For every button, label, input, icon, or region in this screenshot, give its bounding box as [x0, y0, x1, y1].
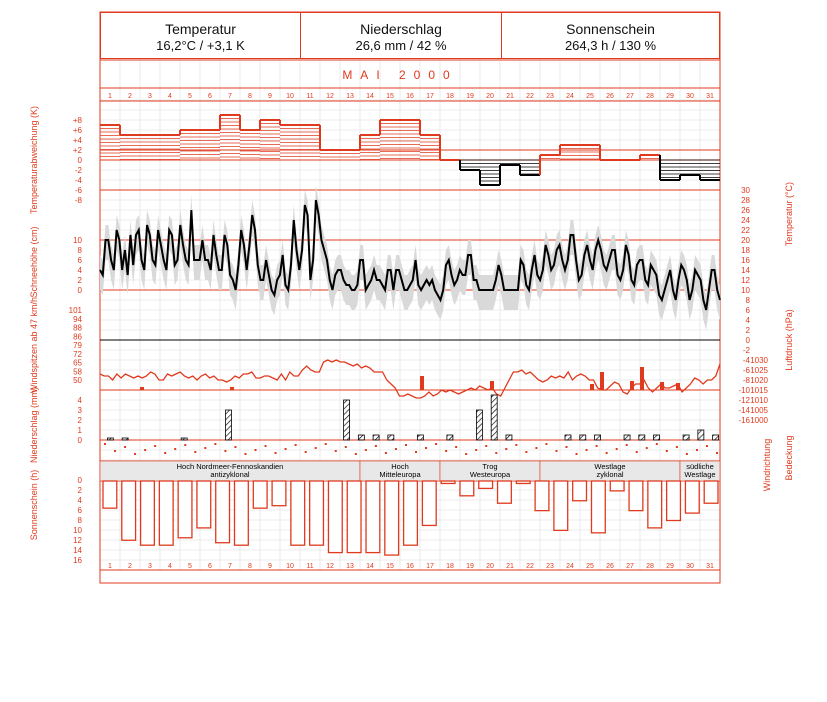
tick-label: -6 [742, 366, 750, 375]
day-label: 19 [466, 563, 474, 570]
wind-gust-bar [676, 383, 680, 390]
tick-label: 2 [77, 276, 82, 285]
weather-type-label: antizyklonal [210, 470, 250, 479]
wind-direction-dot [325, 443, 327, 445]
precipitation-bar [344, 400, 350, 440]
tick-label: -4 [742, 356, 750, 365]
day-label: 30 [686, 563, 694, 570]
weather-type-label: Westlage [684, 470, 716, 479]
precipitation-panel [104, 395, 719, 455]
tick-label: 22 [741, 226, 750, 235]
wind-direction-dot [305, 451, 307, 453]
day-label: 25 [586, 563, 594, 570]
weather-type-label: Trog [482, 462, 498, 471]
sunshine-bar [629, 481, 643, 511]
precipitation-bar [476, 410, 482, 440]
day-label: 21 [506, 563, 514, 570]
day-label: 9 [268, 93, 272, 100]
summary-temperature-value: 16,2°C / +3,1 K [156, 38, 245, 53]
wind-direction-dot [535, 447, 537, 449]
pressure-line [100, 360, 720, 398]
axis-title: Luftdruck (hPa) [784, 309, 794, 371]
day-label: 1 [108, 563, 112, 570]
tick-label: -12 [738, 396, 750, 405]
tick-label: 1010 [750, 396, 768, 405]
sunshine-bar [347, 481, 361, 553]
sunshine-bar [103, 481, 117, 508]
wind-direction-dot [676, 446, 678, 448]
tick-label: 16 [741, 256, 750, 265]
day-label: 17 [426, 93, 434, 100]
temperature-anomaly-panel [100, 115, 720, 185]
sunshine-bar [460, 481, 474, 496]
tick-label: 14 [73, 546, 82, 555]
day-label: 20 [486, 563, 494, 570]
sunshine-bar [122, 481, 136, 540]
wind-direction-dot [465, 453, 467, 455]
weather-type-label: Westlage [594, 462, 626, 471]
axis-title: Bedeckung [784, 435, 794, 481]
axis-title: Windspitzen ab 47 km/h [29, 296, 39, 394]
sunshine-bar [422, 481, 436, 525]
tick-label: -8 [742, 376, 750, 385]
wind-gust-bar [490, 381, 494, 390]
sunshine-bar [216, 481, 230, 543]
precipitation-bar [683, 435, 689, 440]
tick-label: 88 [73, 323, 82, 333]
day-label: 8 [248, 93, 252, 100]
sunshine-bar [479, 481, 493, 488]
wind-gust-bar [640, 367, 644, 390]
tick-label: 18 [741, 246, 750, 255]
precipitation-bar [580, 435, 586, 440]
day-label: 12 [326, 563, 334, 570]
precipitation-bar [417, 435, 423, 440]
day-label: 12 [326, 93, 334, 100]
tick-label: 1020 [750, 376, 768, 385]
wind-direction-dot [144, 449, 146, 451]
wind-direction-dot [425, 447, 427, 449]
day-label: 10 [286, 563, 294, 570]
wind-direction-dot [495, 452, 497, 454]
wind-direction-dot [295, 444, 297, 446]
weather-type-label: südliche [686, 462, 714, 471]
summary-precipitation-title: Niederschlag [360, 21, 442, 37]
tick-label: +8 [72, 116, 82, 125]
sunshine-bar [178, 481, 192, 538]
tick-label: 0 [77, 156, 82, 165]
tick-label: -4 [74, 176, 82, 185]
wind-direction-dot [716, 452, 718, 454]
sunshine-bar [385, 481, 399, 555]
summary-temperature-title: Temperatur [165, 21, 236, 37]
wind-direction-dot [244, 453, 246, 455]
day-labels-bottom [108, 563, 714, 570]
axis-title: Niederschlag (mm) [29, 386, 39, 464]
precipitation-bar [565, 435, 571, 440]
day-label: 23 [546, 563, 554, 570]
wind-direction-dot [475, 449, 477, 451]
tick-label: 26 [741, 206, 750, 215]
day-label: 15 [386, 563, 394, 570]
sunshine-bar [591, 481, 605, 533]
wind-gust-bar [660, 382, 664, 390]
tick-label: 79 [73, 341, 82, 350]
day-label: 24 [566, 93, 574, 100]
day-label: 6 [208, 563, 212, 570]
sunshine-bar [253, 481, 267, 508]
tick-label: 4 [77, 496, 82, 505]
tick-label: 30 [741, 186, 750, 195]
tick-label: 6 [745, 306, 750, 315]
precipitation-bar [388, 435, 394, 440]
tick-label: 10 [73, 526, 82, 535]
tick-label: +6 [72, 126, 82, 135]
month-title: MAI 2000 [342, 68, 458, 82]
wind-direction-dot [455, 446, 457, 448]
tick-label: 2 [77, 416, 82, 425]
day-label: 19 [466, 93, 474, 100]
wind-direction-dot [696, 449, 698, 451]
tick-label: 6 [77, 506, 82, 515]
day-label: 6 [208, 93, 212, 100]
tick-label: 28 [741, 196, 750, 205]
precipitation-bar [698, 430, 704, 440]
summary-sunshine-value: 264,3 h / 130 % [564, 38, 657, 53]
tick-label: 10 [73, 236, 82, 245]
tick-label: 20 [741, 236, 750, 245]
wind-direction-dot [365, 449, 367, 451]
tick-label: 8 [77, 246, 82, 255]
day-label: 4 [168, 93, 172, 100]
day-label: 28 [646, 93, 654, 100]
day-label: 7 [228, 93, 232, 100]
tick-label: 0 [745, 336, 750, 345]
tick-label: 10 [741, 286, 750, 295]
wind-direction-dot [114, 450, 116, 452]
wind-gust-bar [140, 387, 144, 390]
wind-direction-dot [164, 452, 166, 454]
wind-direction-dot [385, 452, 387, 454]
sunshine-bar [366, 481, 380, 553]
sunshine-bar [573, 481, 587, 501]
day-label: 26 [606, 563, 614, 570]
wind-direction-dot [646, 447, 648, 449]
wind-direction-dot [154, 445, 156, 447]
tick-label: 94 [73, 314, 82, 324]
axis-title: Schneehöhe (cm) [29, 226, 39, 298]
wind-direction-dot [435, 443, 437, 445]
sunshine-bar [704, 481, 718, 503]
tick-label: 12 [73, 536, 82, 545]
wind-direction-dot [505, 448, 507, 450]
wind-direction-dot [265, 445, 267, 447]
sunshine-panel [103, 481, 718, 555]
day-label: 14 [366, 563, 374, 570]
tick-label: 50 [73, 376, 82, 385]
tick-label: 4 [77, 266, 82, 275]
day-label: 3 [148, 563, 152, 570]
sunshine-bar [441, 481, 455, 483]
day-label: 23 [546, 93, 554, 100]
day-label: 9 [268, 563, 272, 570]
day-label: 29 [666, 93, 674, 100]
wind-direction-dot [626, 444, 628, 446]
tick-label: 1030 [750, 356, 768, 365]
tick-label: 16 [73, 556, 82, 565]
tick-label: -2 [742, 346, 750, 355]
day-label: 18 [446, 93, 454, 100]
day-label: 16 [406, 563, 414, 570]
day-label: 10 [286, 93, 294, 100]
wind-direction-dot [706, 445, 708, 447]
sunshine-bar [535, 481, 549, 511]
sunshine-bar [667, 481, 681, 521]
wind-direction-dot [104, 443, 106, 445]
day-label: 26 [606, 93, 614, 100]
wind-gust-bar [600, 372, 604, 390]
sunshine-bar [404, 481, 418, 545]
tick-label: 65 [73, 358, 82, 368]
sunshine-bar [159, 481, 173, 545]
tick-label: -2 [74, 166, 82, 175]
tick-label: 86 [73, 332, 82, 342]
wind-direction-dot [586, 449, 588, 451]
tick-label: -14 [738, 406, 750, 415]
wind-direction-dot [315, 447, 317, 449]
wind-direction-dot [545, 443, 547, 445]
wind-direction-dot [525, 451, 527, 453]
wind-direction-dot [616, 448, 618, 450]
day-label: 2 [128, 93, 132, 100]
wind-direction-dot [485, 445, 487, 447]
tick-label: 1000 [750, 416, 768, 425]
wind-direction-dot [686, 453, 688, 455]
weather-type-label: Mitteleuropa [379, 470, 421, 479]
axis-title: Temperatur (°C) [784, 181, 794, 247]
wind-gust-bar [420, 376, 424, 390]
tick-label: 6 [77, 256, 82, 265]
wind-direction-dot [194, 451, 196, 453]
wind-direction-dot [134, 453, 136, 455]
precipitation-bar [624, 435, 630, 440]
day-label: 8 [248, 563, 252, 570]
weather-type-strip [100, 461, 720, 481]
summary-sunshine-title: Sonnenschein [566, 21, 655, 37]
wind-direction-dot [555, 450, 557, 452]
summary-precipitation-value: 26,6 mm / 42 % [355, 38, 447, 53]
tick-label: 1 [77, 426, 82, 435]
tick-label: -6 [74, 186, 82, 195]
weather-type-label: Hoch [391, 462, 409, 471]
wind-direction-dot [576, 453, 578, 455]
tick-label: 3 [77, 406, 82, 415]
day-label: 16 [406, 93, 414, 100]
tick-label: 72 [73, 349, 82, 359]
precipitation-bar [373, 435, 379, 440]
wind-direction-dot [254, 449, 256, 451]
wind-direction-dot [636, 451, 638, 453]
wind-direction-dot [375, 445, 377, 447]
tick-label: 0 [77, 476, 82, 485]
precipitation-bar [491, 395, 497, 440]
wind-direction-dot [124, 446, 126, 448]
day-label: 22 [526, 93, 534, 100]
precipitation-bar [358, 435, 364, 440]
precipitation-bar [107, 438, 113, 440]
day-label: 7 [228, 563, 232, 570]
wind-direction-dot [204, 447, 206, 449]
tick-label: 1025 [750, 366, 768, 375]
wind-direction-dot [415, 451, 417, 453]
day-label: 20 [486, 93, 494, 100]
day-label: 13 [346, 563, 354, 570]
sunshine-bar [310, 481, 324, 545]
tick-label: 4 [77, 396, 82, 405]
day-label: 22 [526, 563, 534, 570]
wind-direction-dot [395, 448, 397, 450]
sunshine-bar [648, 481, 662, 528]
precipitation-bar [713, 435, 719, 440]
wind-direction-dot [285, 448, 287, 450]
wind-direction-dot [515, 444, 517, 446]
tick-label: 58 [73, 367, 82, 377]
weather-type-label: Hoch Nordmeer-Fennoskandien [176, 462, 284, 471]
wind-direction-dot [656, 443, 658, 445]
day-label: 13 [346, 93, 354, 100]
wind-direction-dot [566, 446, 568, 448]
wind-direction-dot [355, 453, 357, 455]
weather-type-label: Westeuropa [469, 470, 511, 479]
day-label: 3 [148, 93, 152, 100]
day-label: 28 [646, 563, 654, 570]
sunshine-bar [685, 481, 699, 513]
axis-title: Temperaturabweichung (K) [29, 105, 39, 215]
sunshine-bar [272, 481, 286, 506]
pressure-panel [100, 360, 720, 398]
wind-direction-dot [214, 443, 216, 445]
tick-label: 101 [68, 306, 82, 315]
day-label: 18 [446, 563, 454, 570]
wind-gust-bar [230, 387, 234, 390]
tick-label: -8 [74, 196, 82, 205]
day-label: 1 [108, 93, 112, 100]
precipitation-bar [181, 438, 187, 440]
day-label: 5 [188, 93, 192, 100]
sunshine-bar [197, 481, 211, 528]
day-label: 11 [306, 563, 314, 570]
sunshine-bar [554, 481, 568, 530]
tick-label: -10 [738, 386, 750, 395]
sunshine-bar [610, 481, 624, 491]
day-label: 30 [686, 93, 694, 100]
tick-label: 1015 [750, 386, 768, 395]
tick-label: 14 [741, 266, 750, 275]
sunshine-bar [141, 481, 155, 545]
tick-label: 0 [77, 436, 82, 445]
wind-direction-dot [224, 450, 226, 452]
tick-label: 24 [741, 216, 750, 225]
day-label: 17 [426, 563, 434, 570]
day-label: 27 [626, 563, 634, 570]
tick-label: 1005 [750, 406, 768, 415]
sunshine-bar [328, 481, 342, 553]
axis-title: Windrichtung [762, 438, 772, 492]
day-label: 25 [586, 93, 594, 100]
tick-label: +2 [72, 146, 82, 155]
wind-direction-dot [184, 444, 186, 446]
day-label: 24 [566, 563, 574, 570]
precipitation-bar [654, 435, 660, 440]
wind-gust-bar [590, 384, 594, 390]
wind-direction-dot [345, 446, 347, 448]
wind-direction-dot [666, 450, 668, 452]
wind-direction-dot [405, 444, 407, 446]
tick-label: 4 [745, 316, 750, 325]
weather-type-label: zyklonal [596, 470, 624, 479]
precipitation-bar [639, 435, 645, 440]
day-label: 11 [306, 93, 314, 100]
precipitation-bar [447, 435, 453, 440]
day-label: 31 [706, 93, 714, 100]
day-label: 2 [128, 563, 132, 570]
sunshine-bar [498, 481, 512, 503]
tick-label: 0 [77, 286, 82, 295]
precipitation-bar [595, 435, 601, 440]
precipitation-bar [506, 435, 512, 440]
day-label: 29 [666, 563, 674, 570]
wind-direction-dot [445, 450, 447, 452]
precipitation-bar [122, 438, 128, 440]
wind-direction-dot [606, 452, 608, 454]
temperature-panel [100, 185, 720, 330]
tick-label: 2 [77, 486, 82, 495]
day-label: 31 [706, 563, 714, 570]
day-label: 14 [366, 93, 374, 100]
day-labels-top [108, 93, 714, 100]
wind-direction-dot [596, 445, 598, 447]
axis-title: Sonnenschein (h) [29, 469, 39, 541]
wind-direction-dot [174, 448, 176, 450]
sunshine-bar [291, 481, 305, 545]
precipitation-bar [225, 410, 231, 440]
sunshine-bar [516, 481, 530, 483]
wind-direction-dot [335, 450, 337, 452]
day-label: 27 [626, 93, 634, 100]
tick-label: 8 [77, 516, 82, 525]
day-label: 15 [386, 93, 394, 100]
tick-label: 8 [745, 296, 750, 305]
wind-direction-dot [275, 452, 277, 454]
sunshine-bar [235, 481, 249, 545]
tick-label: 12 [741, 276, 750, 285]
tick-label: +4 [72, 136, 82, 145]
day-label: 4 [168, 563, 172, 570]
day-label: 21 [506, 93, 514, 100]
tick-label: -16 [738, 416, 750, 425]
wind-direction-dot [234, 446, 236, 448]
wind-gust-bar [630, 381, 634, 390]
tick-label: 2 [745, 326, 750, 335]
day-label: 5 [188, 563, 192, 570]
